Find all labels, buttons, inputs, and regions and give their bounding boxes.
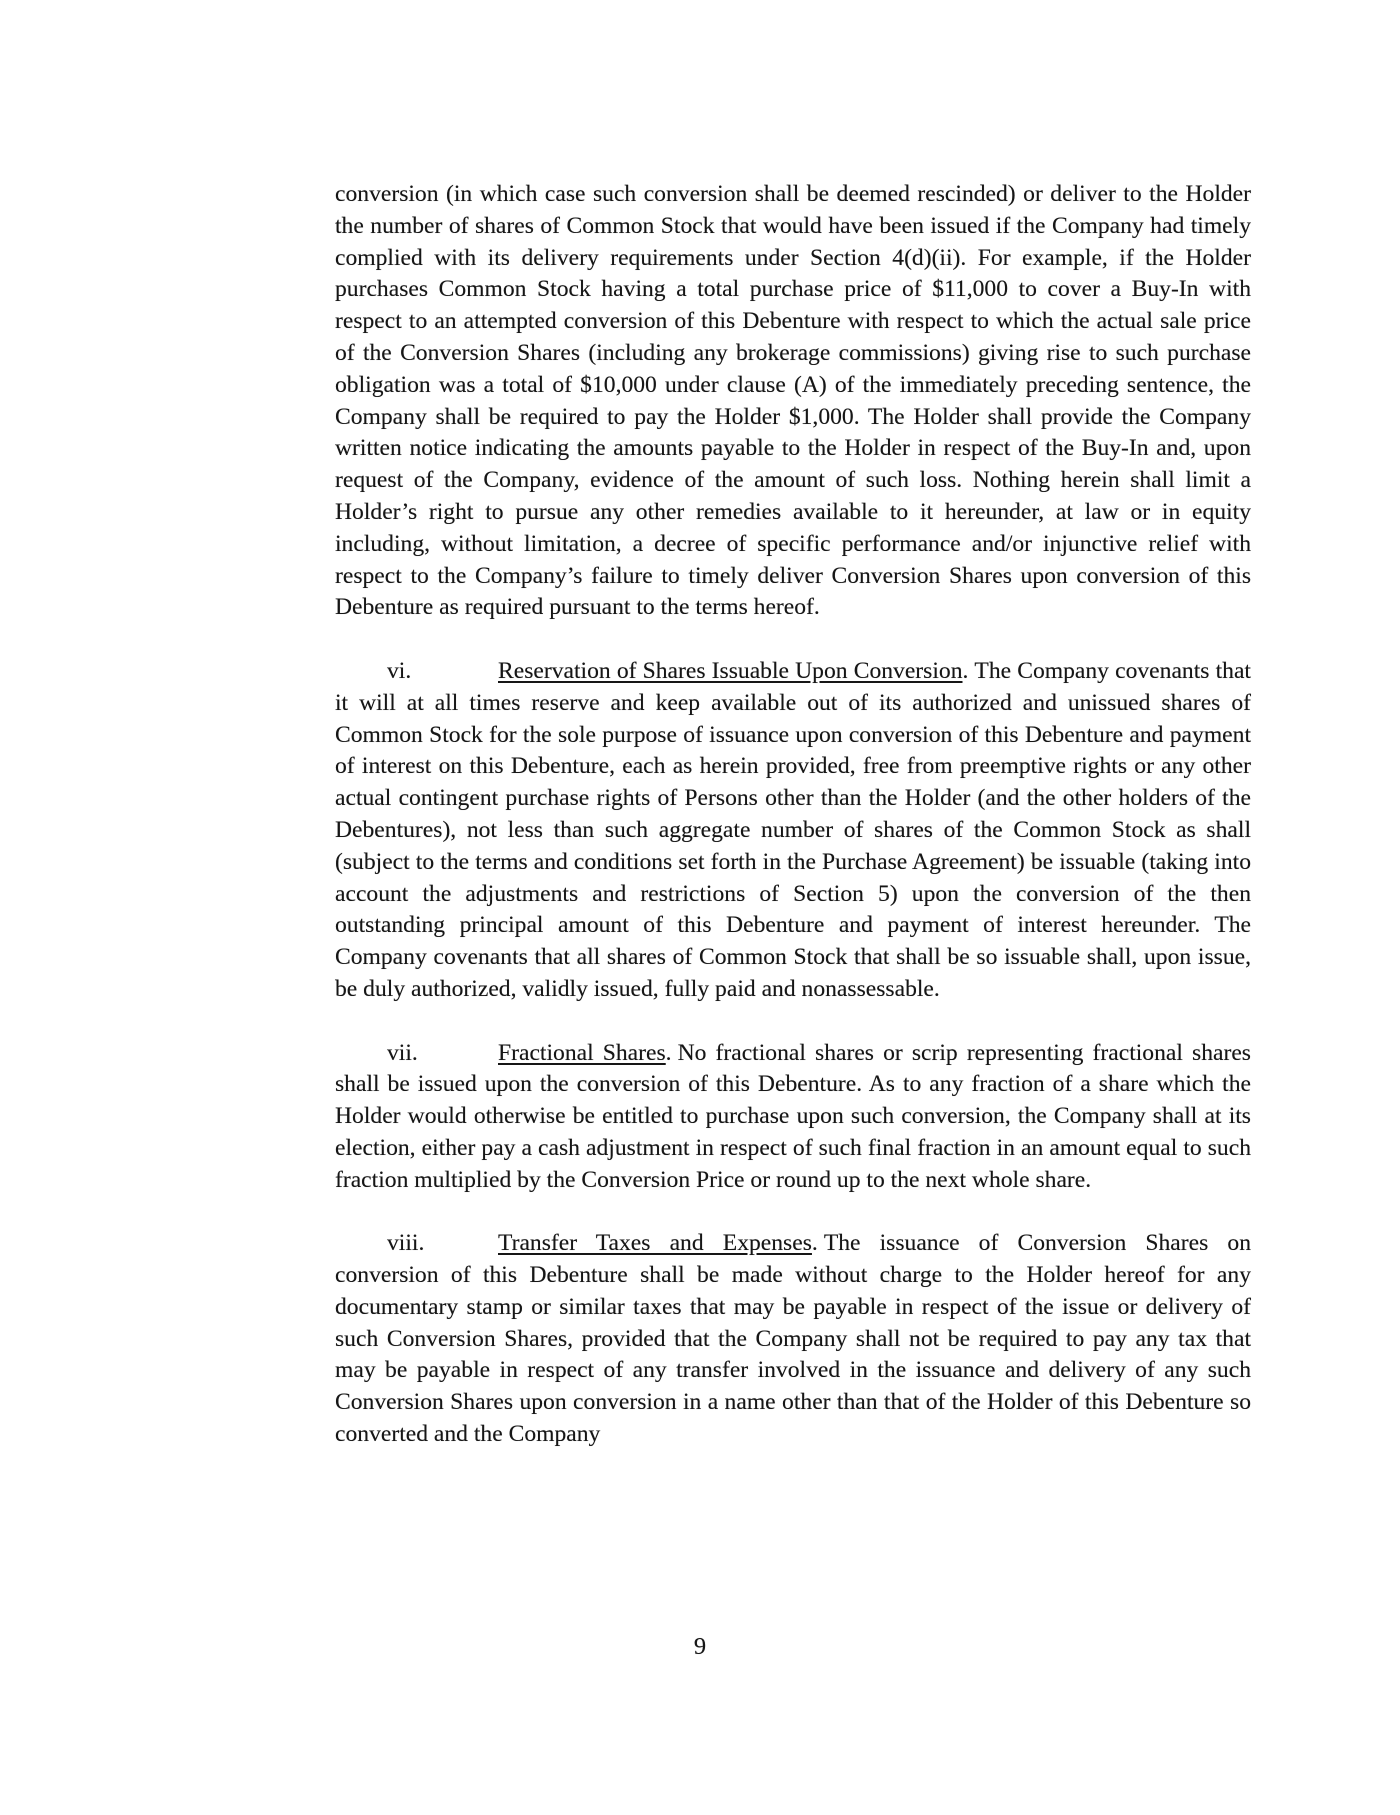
section-vii-fractional-shares xyxy=(335,1038,1251,1197)
section-number: vii. xyxy=(387,1039,418,1066)
document-body xyxy=(335,179,1251,1451)
section-body: The issuance of Conversion Shares on conversion of this Debenture shall be made without charge to the Holder hereof for any documentary stamp or similar taxes that may be payable in respect of the issue or delivery of such Conversion Shares, provided that the Company shall not be required to pay any tax that may be payable in respect of any transfer involved in the issuance and delivery of any such Conversion Shares upon conversion in a name other than that of the Holder of this Debenture so converted and the Company xyxy=(335,1230,1251,1448)
section-heading: Reservation of Shares Issuable Upon Conversion xyxy=(498,657,963,684)
section-heading: Fractional Shares xyxy=(498,1039,666,1066)
section-vi-reservation-of-shares xyxy=(335,656,1251,1006)
page-number: 9 xyxy=(693,1633,707,1660)
section-body: The Company covenants that it will at all times reserve and keep available out of its authorized and unissued shares of Common Stock for the sole purpose of issuance upon conversion of this Debenture and payment of interest on this Debenture, each as herein provided, free from preemptive rights or any other actual contingent purchase rights of Persons other than the Holder (and the other holders of the Debentures), not less than such aggregate number of shares of the Common Stock as shall (subject to the terms and conditions set forth in the Purchase Agreement) be issuable (taking into account the adjustments and restrictions of Section 5) upon the conversion of the then outstanding principal amount of this Debenture and payment of interest hereunder. The Company covenants that all shares of Common Stock that shall be so issuable shall, upon issue, be duly authorized, validly issued, fully paid and nonassessable. xyxy=(335,657,1251,1002)
paragraph-text: conversion (in which case such conversion shall be deemed rescinded) or deliver to the Holder the number of shares of Common Stock that would have been issued if the Company had timely complied with its delivery requirements under Section 4(d)(ii). For example, if the Holder purchases Common Stock having a total purchase price of $11,000 to cover a Buy-In with respect to an attempted conversion of this Debenture with respect to which the actual sale price of the Conversion Shares (including any brokerage commissions) giving rise to such purchase obligation was a total of $10,000 under clause (A) of the immediately preceding sentence, the Company shall be required to pay the Holder $1,000. The Holder shall provide the Company written notice indicating the amounts payable to the Holder in respect of the Buy-In and, upon request of the Company, evidence of the amount of such loss. Nothing herein shall limit a Holder’s right to pursue any other remedies available to it hereunder, at law or in equity including, without limitation, a decree of specific performance and/or injunctive relief with respect to the Company’s failure to timely deliver Conversion Shares upon conversion of this Debenture as required pursuant to the terms hereof. xyxy=(335,181,1251,621)
section-number: viii. xyxy=(387,1230,425,1257)
section-number: vi. xyxy=(387,657,412,684)
section-heading-punctuation: . xyxy=(811,1230,818,1257)
section-viii-transfer-taxes xyxy=(335,1228,1251,1451)
section-heading-punctuation: . xyxy=(665,1039,672,1066)
paragraph-buyin-continuation xyxy=(335,179,1251,624)
section-body: No fractional shares or scrip representing fractional shares shall be issued upon the conversion of this Debenture. As to any fraction of a share which the Holder would otherwise be entitled to purchase upon such conversion, the Company shall at its election, either pay a cash adjustment in respect of such final fraction in an amount equal to such fraction multiplied by the Conversion Price or round up to the next whole share. xyxy=(335,1039,1251,1193)
section-heading-punctuation: . xyxy=(962,657,969,684)
section-heading: Transfer Taxes and Expenses xyxy=(498,1230,812,1257)
